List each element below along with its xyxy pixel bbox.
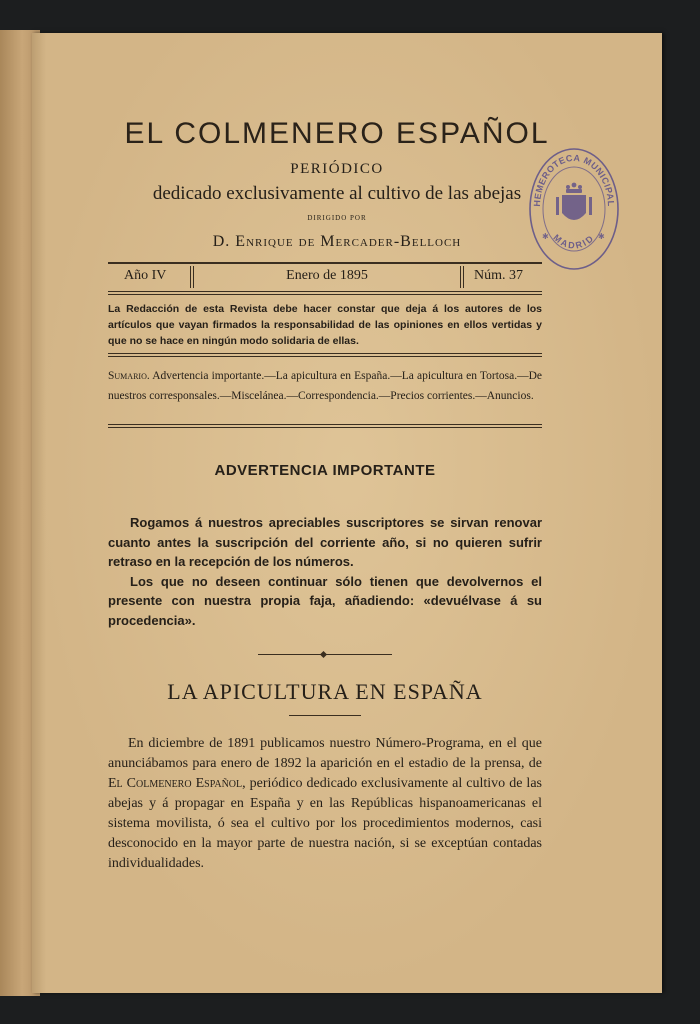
issue-year: Año IV — [124, 268, 167, 283]
editorial-notice: La Redacción de esta Revista debe hacer constar que deja á los autores de los artículos que vayan firmados la responsabilidad de las opiniones en ellos vertidas y que no se hace en ningún modo solidaria de ellas. — [108, 303, 542, 347]
journal-page — [32, 33, 662, 993]
summary-text: Advertencia importante.—La apicultura en España.—La apicultura en Tortosa.—De nuestros corresponsales.—Miscelánea.—Correspondencia.—Precios corrientes.—Anuncios. — [108, 370, 542, 402]
apicultura-paragraph — [108, 734, 542, 874]
apicultura-text-after: , periódico dedicado exclusivamente al cultivo de las abejas y á propagar en España y en las Repúblicas hispanoamericanas el sistema movilista, ó sea el cultivo por los procedimientos modernos, casi desconocido en la mayor parte de nuestra nación, si se exceptúan contadas individualidades. — [108, 776, 542, 871]
svg-text:✱: ✱ — [542, 232, 549, 241]
journal-tagline: dedicado exclusivamente al cultivo de las abejas — [152, 183, 522, 204]
hemeroteca-stamp — [528, 143, 620, 273]
issue-number: Núm. 37 — [474, 268, 523, 283]
summary-bottom-rule — [108, 427, 542, 428]
apicultura-title-rule — [289, 715, 361, 716]
coat-of-arms-icon — [556, 183, 592, 220]
summary-top-rule — [108, 353, 542, 354]
director-name: D. Enrique de Mercader-Belloch — [212, 233, 462, 250]
stamp-text-top: HEMEROTECA MUNICIPAL — [531, 152, 617, 207]
section-divider-ornament — [258, 651, 392, 659]
svg-text:✱: ✱ — [598, 232, 605, 241]
info-bar-divider — [460, 266, 461, 288]
info-bar-divider — [190, 266, 191, 288]
info-bar-divider — [463, 266, 464, 288]
apicultura-body — [108, 734, 542, 874]
apicultura-text-before: En diciembre de 1891 publicamos nuestro Número-Programa, en el que anunciábamos para enero de 1892 la aparición en el estadio de la prensa, de — [108, 736, 542, 771]
advertencia-paragraph: Rogamos á nuestros apreciables suscriptores se sirvan renovar cuanto antes la suscripción del corriente año, si no quieren sufrir retraso en la recepción de los números. — [108, 515, 542, 569]
directed-by-label: DIRIGIDO POR — [307, 214, 367, 222]
journal-title: EL COLMENERO ESPAÑOL — [124, 117, 550, 150]
apicultura-title: LA APICULTURA EN ESPAÑA — [167, 679, 483, 704]
summary — [108, 366, 542, 406]
journal-subtitle: PERIÓDICO — [290, 161, 384, 177]
stamp-text-bottom: MADRID — [551, 232, 597, 251]
advertencia-paragraph: Los que no deseen continuar sólo tienen que devolvernos el presente con nuestra propia faja, añadiendo: «devuélvase á su procedencia». — [108, 573, 542, 628]
svg-text:MADRID — [551, 232, 596, 250]
info-bar-bottom-rule — [108, 291, 542, 292]
summary-top-rule — [108, 356, 542, 357]
advertencia-body — [108, 513, 542, 630]
journal-name-inline: El Colmenero Español — [108, 776, 243, 791]
issue-date: Enero de 1895 — [286, 268, 368, 283]
info-bar — [108, 264, 542, 290]
summary-bottom-rule — [108, 424, 542, 425]
info-bar-bottom-rule — [108, 294, 542, 295]
advertencia-title: ADVERTENCIA IMPORTANTE — [214, 462, 436, 479]
summary-label: Sumario. — [108, 370, 150, 382]
